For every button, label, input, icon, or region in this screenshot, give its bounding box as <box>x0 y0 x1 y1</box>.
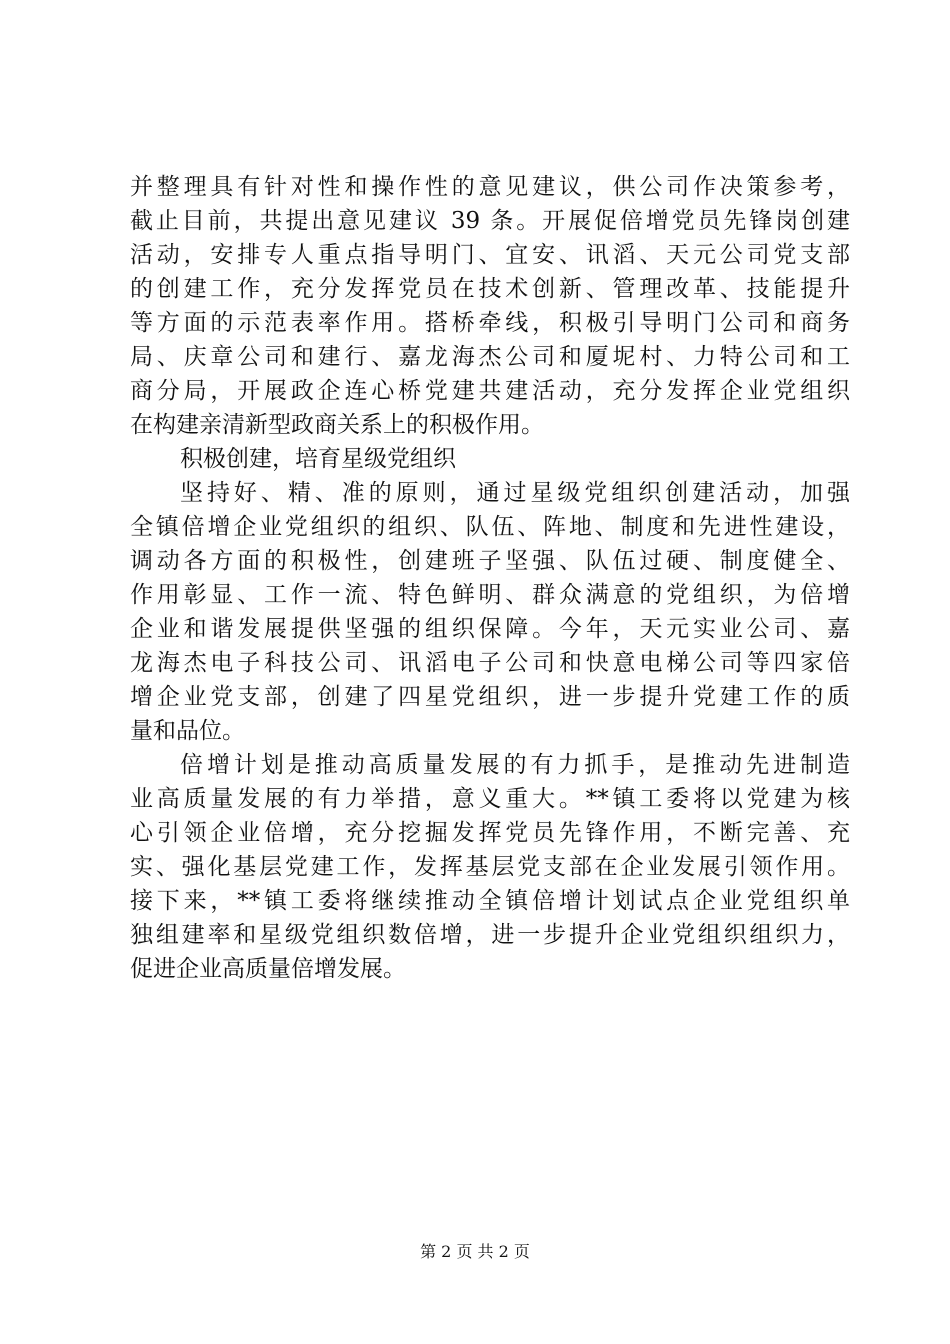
text-line: 坚持好、精、准的原则，通过星级党组织创建活动，加强 <box>180 480 850 506</box>
paragraph-3 <box>130 748 850 986</box>
text-line: 接下来，**镇工委将继续推动全镇倍增计划试点企业党组织单 <box>130 888 850 914</box>
heading-line: 积极创建，培育星级党组织 <box>180 446 456 472</box>
text-line: 活动，安排专人重点指导明门、宜安、讯滔、天元公司党支部 <box>130 242 850 268</box>
text-line: 心引领企业倍增，充分挖掘发挥党员先锋作用，不断完善、充 <box>130 820 850 846</box>
text-line: 独组建率和星级党组织数倍增，进一步提升企业党组织组织力， <box>130 922 850 948</box>
text-line: 商分局，开展政企连心桥党建共建活动，充分发挥企业党组织 <box>130 378 850 404</box>
paragraph-1 <box>130 170 850 442</box>
text-line: 企业和谐发展提供坚强的组织保障。今年，天元实业公司、嘉 <box>130 616 850 642</box>
text-line: 调动各方面的积极性，创建班子坚强、队伍过硬、制度健全、 <box>130 548 850 574</box>
text-line: 等方面的示范表率作用。搭桥牵线，积极引导明门公司和商务 <box>130 310 850 336</box>
text-line: 作用彰显、工作一流、特色鲜明、群众满意的党组织，为倍增 <box>130 582 850 608</box>
text-line: 增企业党支部，创建了四星党组织，进一步提升党建工作的质 <box>130 684 850 710</box>
document-body <box>130 170 850 986</box>
text-line: 局、庆章公司和建行、嘉龙海杰公司和厦坭村、力特公司和工 <box>130 344 850 370</box>
paragraph-2 <box>130 476 850 748</box>
text-line: 全镇倍增企业党组织的组织、队伍、阵地、制度和先进性建设， <box>130 514 850 540</box>
text-line: 的创建工作，充分发挥党员在技术创新、管理改革、技能提升 <box>130 276 850 302</box>
page-number-label: 第 2 页 共 2 页 <box>420 1242 530 1261</box>
section-heading <box>130 442 850 476</box>
text-line: 促进企业高质量倍增发展。 <box>130 956 406 982</box>
text-line: 业高质量发展的有力举措，意义重大。**镇工委将以党建为核 <box>130 786 850 812</box>
text-line: 截止目前，共提出意见建议 39 条。开展促倍增党员先锋岗创建 <box>130 208 850 234</box>
text-line: 量和品位。 <box>130 718 245 744</box>
text-line: 并整理具有针对性和操作性的意见建议，供公司作决策参考， <box>130 174 850 200</box>
text-line: 倍增计划是推动高质量发展的有力抓手，是推动先进制造 <box>180 752 850 778</box>
text-line: 龙海杰电子科技公司、讯滔电子公司和快意电梯公司等四家倍 <box>130 650 850 676</box>
text-line: 在构建亲清新型政商关系上的积极作用。 <box>130 412 544 438</box>
page-footer <box>0 1242 950 1262</box>
text-line: 实、强化基层党建工作，发挥基层党支部在企业发展引领作用。 <box>130 854 850 880</box>
